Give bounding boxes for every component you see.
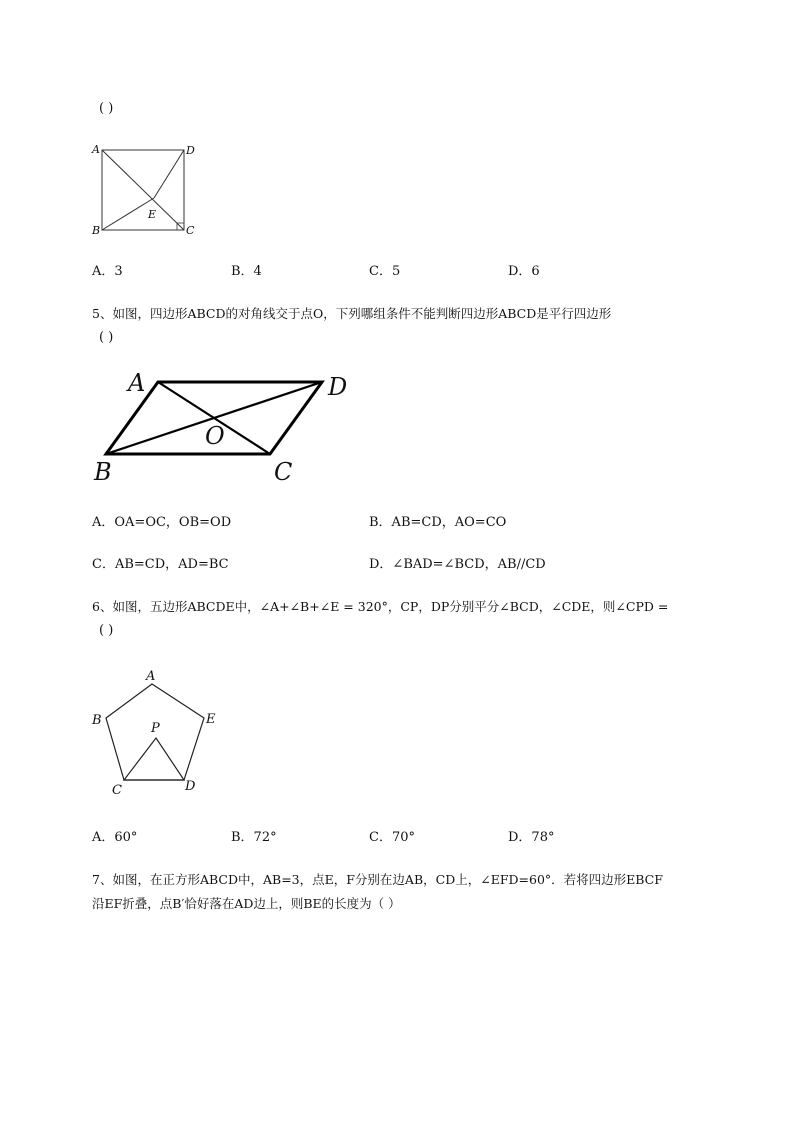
label-C: C bbox=[112, 783, 122, 798]
label-D: D bbox=[185, 779, 196, 794]
label-B: B bbox=[94, 458, 112, 486]
q4-option-b[interactable]: B．4 bbox=[231, 264, 262, 279]
q5-stem: 5、如图，四边形ABCD的对角线交于点O，下列哪组条件不能判断四边形ABCD是平行四边形 bbox=[92, 306, 612, 321]
q4-square-figure bbox=[88, 140, 208, 240]
q6-option-b[interactable]: B．72° bbox=[231, 830, 277, 845]
label-B: B bbox=[92, 224, 101, 237]
label-O: O bbox=[205, 422, 225, 450]
label-A: A bbox=[128, 369, 146, 397]
q7-stem-line2: 沿EF折叠，点B′恰好落在AD边上，则BE的长度为（ ） bbox=[92, 896, 401, 911]
q6-pentagon-figure bbox=[88, 662, 228, 802]
label-D: D bbox=[186, 144, 195, 157]
q6-option-c[interactable]: C．70° bbox=[369, 830, 415, 845]
label-B: B bbox=[92, 713, 102, 728]
q4-option-a[interactable]: A．3 bbox=[92, 264, 123, 279]
label-C: C bbox=[186, 224, 195, 237]
q4-option-c[interactable]: C．5 bbox=[369, 264, 401, 279]
q6-option-d[interactable]: D．78° bbox=[508, 830, 555, 845]
q6-answer-paren: ( ) bbox=[99, 623, 114, 638]
label-A: A bbox=[92, 143, 100, 156]
q5-option-a[interactable]: A．OA=OC，OB=OD bbox=[92, 515, 232, 530]
q5-answer-paren: ( ) bbox=[99, 330, 114, 345]
q7-stem-line1: 7、如图，在正方形ABCD中，AB=3，点E，F分别在边AB，CD上，∠EFD=60°．若将四边形EBCF bbox=[92, 872, 663, 887]
q4-option-d[interactable]: D．6 bbox=[508, 264, 540, 279]
q5-parallelogram-figure bbox=[88, 366, 358, 486]
q5-option-b[interactable]: B．AB=CD，AO=CO bbox=[369, 515, 507, 530]
q6-stem: 6、如图，五边形ABCDE中，∠A+∠B+∠E = 320°，CP，DP分别平分∠BCD，∠CDE，则∠CPD = bbox=[92, 599, 669, 614]
q5-option-d[interactable]: D．∠BAD=∠BCD，AB//CD bbox=[369, 557, 546, 572]
label-C: C bbox=[274, 458, 293, 486]
label-P: P bbox=[151, 721, 160, 736]
label-D: D bbox=[328, 373, 348, 401]
q4-answer-paren: ( ) bbox=[99, 101, 114, 116]
label-E: E bbox=[148, 208, 157, 221]
q6-option-a[interactable]: A．60° bbox=[92, 830, 138, 845]
label-E: E bbox=[206, 712, 216, 727]
label-A: A bbox=[146, 669, 156, 684]
q5-option-c[interactable]: C．AB=CD，AD=BC bbox=[92, 557, 229, 572]
